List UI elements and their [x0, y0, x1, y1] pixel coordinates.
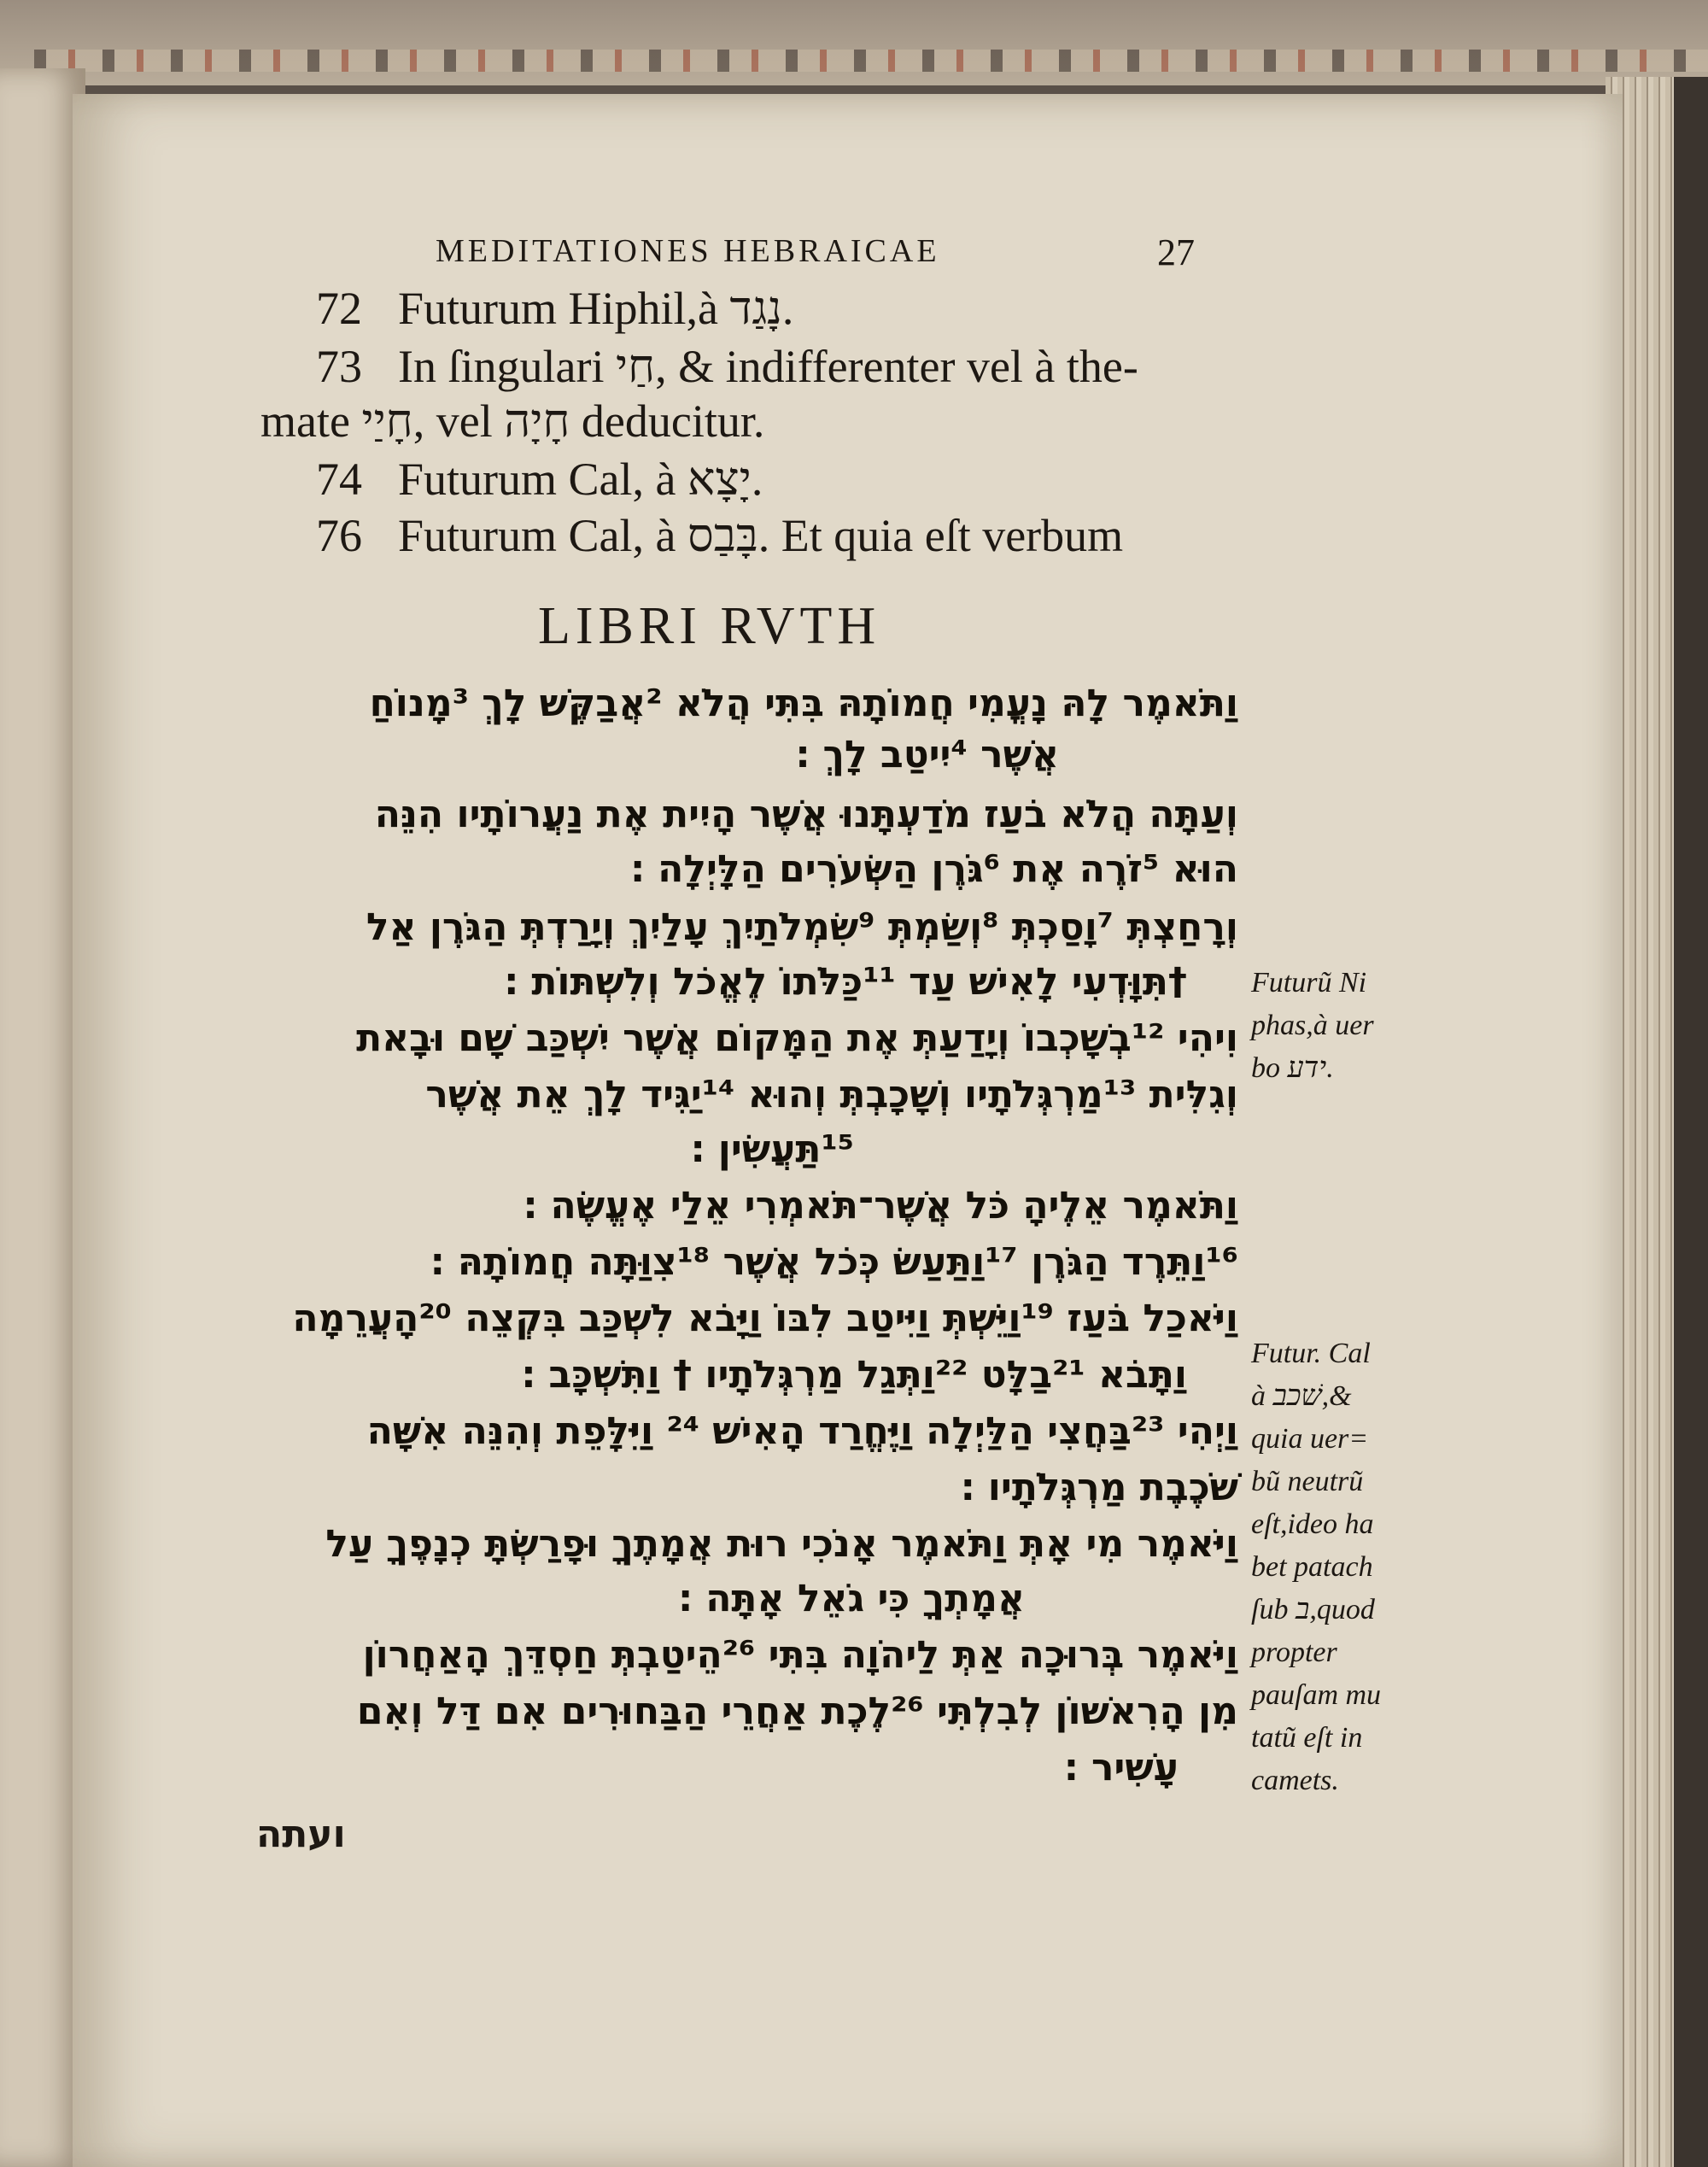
- note-text: In ſingulari חַי, & indifferenter vel à the-: [398, 341, 1138, 392]
- note-number: 76: [316, 510, 362, 561]
- margin-note-line: eſt,ideo ha: [1251, 1508, 1374, 1540]
- note-line: [316, 340, 1138, 393]
- dark-background-edge: [1674, 77, 1708, 2167]
- margin-note-line: à שׁכב,&: [1251, 1380, 1352, 1412]
- hebrew-line: הוּא ⁵זֹרֶה אֶת ⁶גֹּרֶן הַשְּׂעֹרִים הַלָּיְלָה ׃: [630, 847, 1238, 891]
- margin-note-line: Futurũ Ni: [1251, 967, 1367, 999]
- margin-note-line: propter: [1251, 1637, 1337, 1668]
- hebrew-line: וְעַתָּה הֲלֹא בֹעַז מֹדַעְתָּנוּ אֲשֶׁר הָיִית אֶת נַעֲרוֹתָיו הִנֵּה: [374, 793, 1238, 836]
- note-text: mate חָיַי, vel חָיָה deducitur.: [260, 395, 765, 447]
- margin-note-line: bet patach: [1251, 1551, 1373, 1583]
- hebrew-line: שֹׁכֶבֶת מַרְגְּלֹתָיו ׃: [961, 1466, 1238, 1509]
- margin-note-line: Futur. Cal: [1251, 1338, 1371, 1369]
- note-line: [316, 509, 1123, 562]
- hebrew-line: וַיֹּאמֶר מִי אָתְּ וַתֹּאמֶר אָנֹכִי רוּת אֲמָתֶךָ וּפָרַשְׂתָּ כְנָפֶךָ עַל: [325, 1522, 1238, 1566]
- page-number: 27: [1157, 231, 1195, 273]
- note-text: Futurum Cal, à בָּבַס. Et quia eſt verbum: [398, 510, 1124, 561]
- note-text: Futurum Cal, à יָצָא.: [398, 454, 763, 505]
- hebrew-line: וַתֹּאמֶר לָהּ נָעֳמִי חֲמוֹתָהּ בִּתִּי הֲלֹא ²אֲבַקֶּשׁ לָךְ ³מָנוֹחַ: [369, 682, 1238, 725]
- hebrew-line: וַיֹּאכַל בֹּעַז ¹⁹וַיֵּשְׁתְּ וַיִּיטַב לִבּוֹ וַיָּבֹא לִשְׁכַּב בִּקְצֵה ²⁰הָעֲרֵמָה: [292, 1297, 1238, 1340]
- hebrew-line: אֲמָתְךָ כִּי גֹאֵל אָתָּה ׃: [678, 1577, 1025, 1620]
- note-line: [316, 453, 763, 506]
- margin-note-line: camets.: [1251, 1765, 1339, 1796]
- hebrew-line: וְרָחַצְתְּ ⁷וָסַכְתְּ ⁸וְשַׂמְתְּ ⁹שִׂמְלֹתַיִךְ עָלַיִךְ וְיָרַדְתְּ הַגֹּרֶן אַל: [366, 905, 1238, 949]
- margin-note-line: bũ neutrũ: [1251, 1466, 1364, 1497]
- hebrew-line: וַיְהִי ²³בַּחֲצִי הַלַּיְלָה וַיֶּחֱרַד הָאִישׁ ²⁴ וַיִּלָּפֵת וְהִנֵּה אִשָּׁה: [366, 1409, 1238, 1453]
- hebrew-line: מִן הָרִאשׁוֹן לְבִלְתִּי ²⁶לֶכֶת אַחֲרֵי הַבַּחוּרִים אִם דַּל וְאִם: [356, 1690, 1238, 1733]
- note-number: 73: [316, 341, 362, 392]
- margin-note-line: pauſam mu: [1251, 1679, 1382, 1711]
- margin-note-line: ſub ב,quod: [1251, 1594, 1375, 1625]
- section-heading: LIBRI RVTH: [538, 597, 881, 655]
- margin-note-line: phas,à uer: [1251, 1010, 1374, 1041]
- ornament-band: [34, 50, 1708, 72]
- hebrew-line: עָשִׁיר ׃: [1064, 1746, 1179, 1789]
- hebrew-line: ¹⁵תַּעֲשִׂין ׃: [691, 1127, 854, 1171]
- margin-note: [1251, 962, 1405, 1090]
- hebrew-line: אֲשֶׁר ⁴יִיטַב לָךְ ׃: [795, 733, 1059, 776]
- hebrew-line: וַתָּבֹא ²¹בַלָּט ²²וַתְּגַל מַרְגְּלֹתָיו † וַתִּשְׁכָּב ׃: [521, 1353, 1187, 1397]
- margin-note-line: tatũ eſt in: [1251, 1722, 1363, 1754]
- hebrew-line: ¹⁶וַתֵּרֶד הַגֹּרֶן ¹⁷וַתַּעַשׂ כְּכֹל אֲשֶׁר ¹⁸צִוַּתָּה חֲמוֹתָהּ ׃: [430, 1240, 1238, 1284]
- top-page-strip: [0, 0, 1708, 85]
- note-text: Futurum Hiphil,à נָגַד.: [398, 283, 794, 334]
- note-line: [260, 395, 764, 448]
- note-number: 74: [316, 454, 362, 505]
- note-line: [316, 282, 793, 335]
- margin-note-line: bo ידע.: [1251, 1052, 1334, 1084]
- hebrew-line: †תִּוָּדְעִי לָאִישׁ עַד ¹¹כַּלֹּתוֹ לֶאֱכֹל וְלִשְׁתּוֹת ׃: [504, 960, 1187, 1004]
- note-number: 72: [316, 283, 362, 334]
- catchword: ועתה: [256, 1813, 346, 1856]
- hebrew-line: וַיֹּאמֶר בְּרוּכָה אַתְּ לַיהֹוָה בִּתִּי ²⁶הֵיטַבְתְּ חַסְדֵּךְ הָאַחֲרוֹן: [362, 1633, 1238, 1677]
- hebrew-line: וְגִלִּית ¹³מַרְגְּלֹתָיו וְשָׁכָבְתְּ וְהוּא ¹⁴יַגִּיד לָךְ אֵת אֲשֶׁר: [425, 1073, 1238, 1116]
- running-head: MEDITATIONES HEBRAICAE: [436, 233, 940, 269]
- margin-note-line: quia uer=: [1251, 1423, 1369, 1455]
- hebrew-line: וִיהִי ¹²בְשָׁכְבוֹ וְיָדַעַתְּ אֶת הַמָּקוֹם אֲשֶׁר יִשְׁכַּב שָׁם וּבָאת: [356, 1016, 1238, 1060]
- hebrew-line: וַתֹּאמֶר אֵלֶיהָ כֹּל אֲשֶׁר־תֹּאמְרִי אֵלַי אֶעֱשֶׂה ׃: [523, 1184, 1238, 1227]
- margin-note: [1251, 1332, 1405, 1802]
